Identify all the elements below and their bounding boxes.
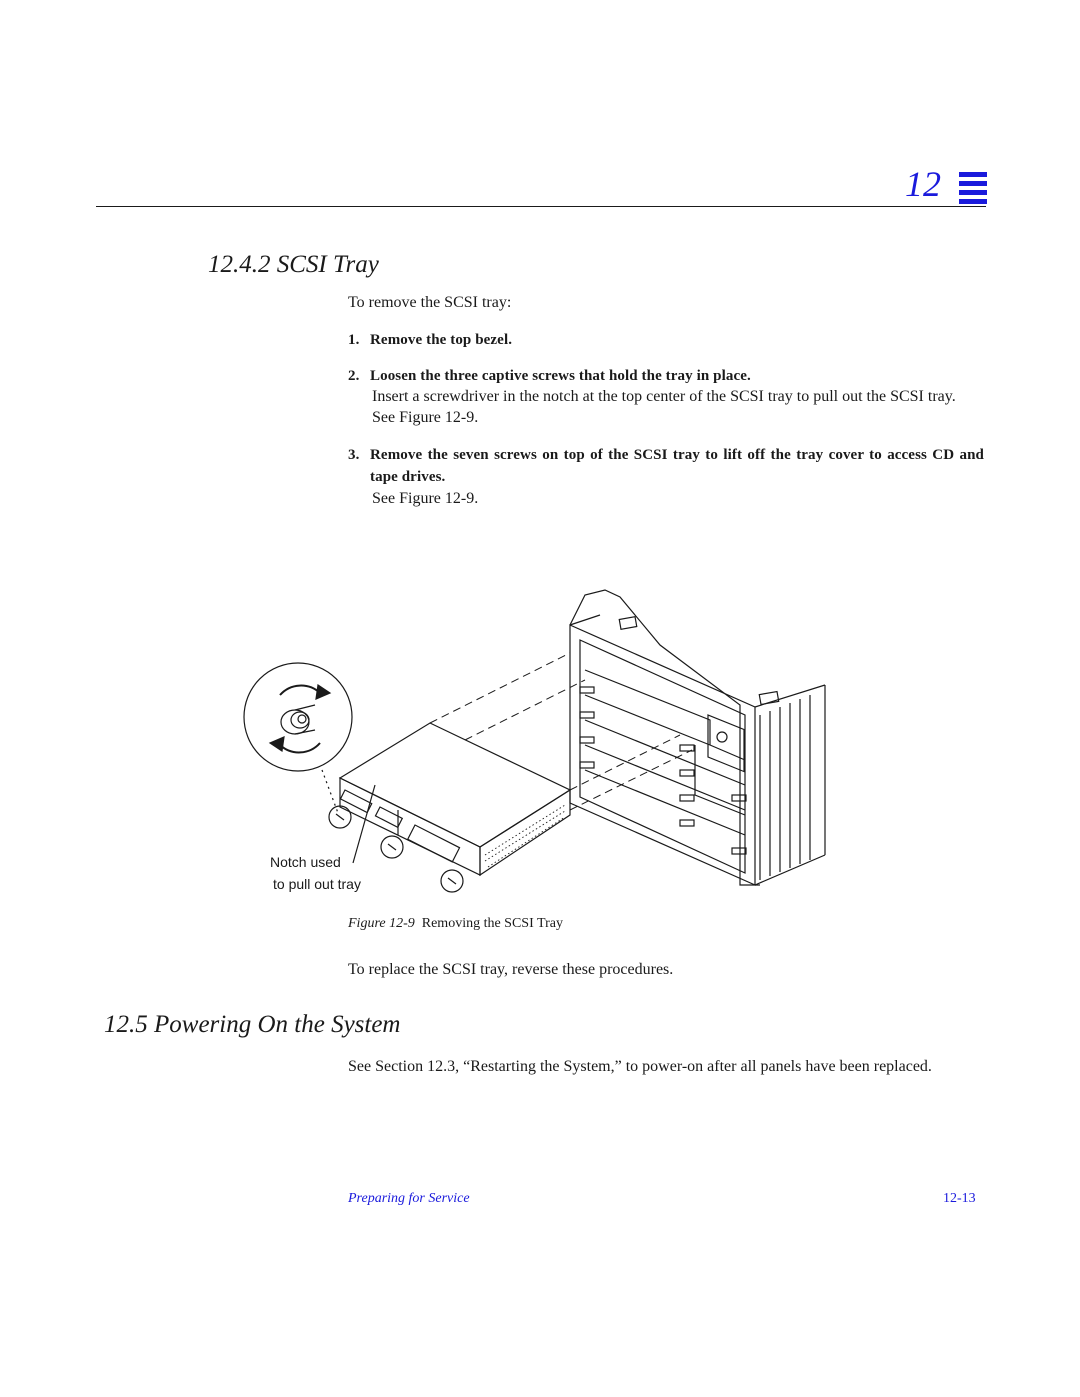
section-title-powering-on: 12.5 Powering On the System — [104, 1011, 401, 1038]
step-text: Remove the top bezel. — [370, 332, 513, 348]
step-number: 2. — [348, 368, 360, 384]
step-2 — [348, 365, 751, 387]
figure-caption — [348, 916, 563, 932]
step-3 — [348, 444, 984, 488]
captive-screw-magnifier — [244, 663, 352, 813]
intro-paragraph: To remove the SCSI tray: — [348, 294, 512, 311]
step-text: Loosen the three captive screws that hold the tray in place. — [370, 368, 751, 384]
footer-page-number: 12-13 — [943, 1191, 976, 1206]
step-3-detail: See Figure 12-9. — [372, 490, 479, 507]
replace-paragraph: To replace the SCSI tray, reverse these procedures. — [348, 961, 674, 978]
step-2-detail: Insert a screwdriver in the notch at the top center of the SCSI tray to pull out the SCSI tray. See Figure 12-9. — [372, 388, 956, 426]
footer-title-link[interactable]: Preparing for Service — [348, 1191, 470, 1206]
section-title-scsi-tray: 12.4.2 SCSI Tray — [208, 251, 379, 278]
powering-on-paragraph: See Section 12.3, “Restarting the System,” to power-on after all panels have been replaced. — [348, 1058, 932, 1075]
figure-callout: Notch used — [270, 854, 341, 870]
chapter-number: 12 — [905, 164, 941, 204]
step-text: Remove the seven screws on top of the SCSI tray to lift off the tray cover to access CD and tape drives. — [370, 447, 984, 485]
step-1 — [348, 329, 512, 351]
figure-caption-text: Removing the SCSI Tray — [421, 916, 563, 931]
figure-caption-label: Figure 12-9 — [348, 916, 415, 931]
step-number: 1. — [348, 332, 360, 348]
system-chassis — [570, 590, 825, 885]
header-rule — [96, 206, 986, 207]
chapter-tab-icon — [959, 172, 987, 204]
step-number: 3. — [348, 447, 360, 463]
scsi-tray — [340, 723, 570, 875]
figure-callout: to pull out tray — [273, 876, 361, 892]
